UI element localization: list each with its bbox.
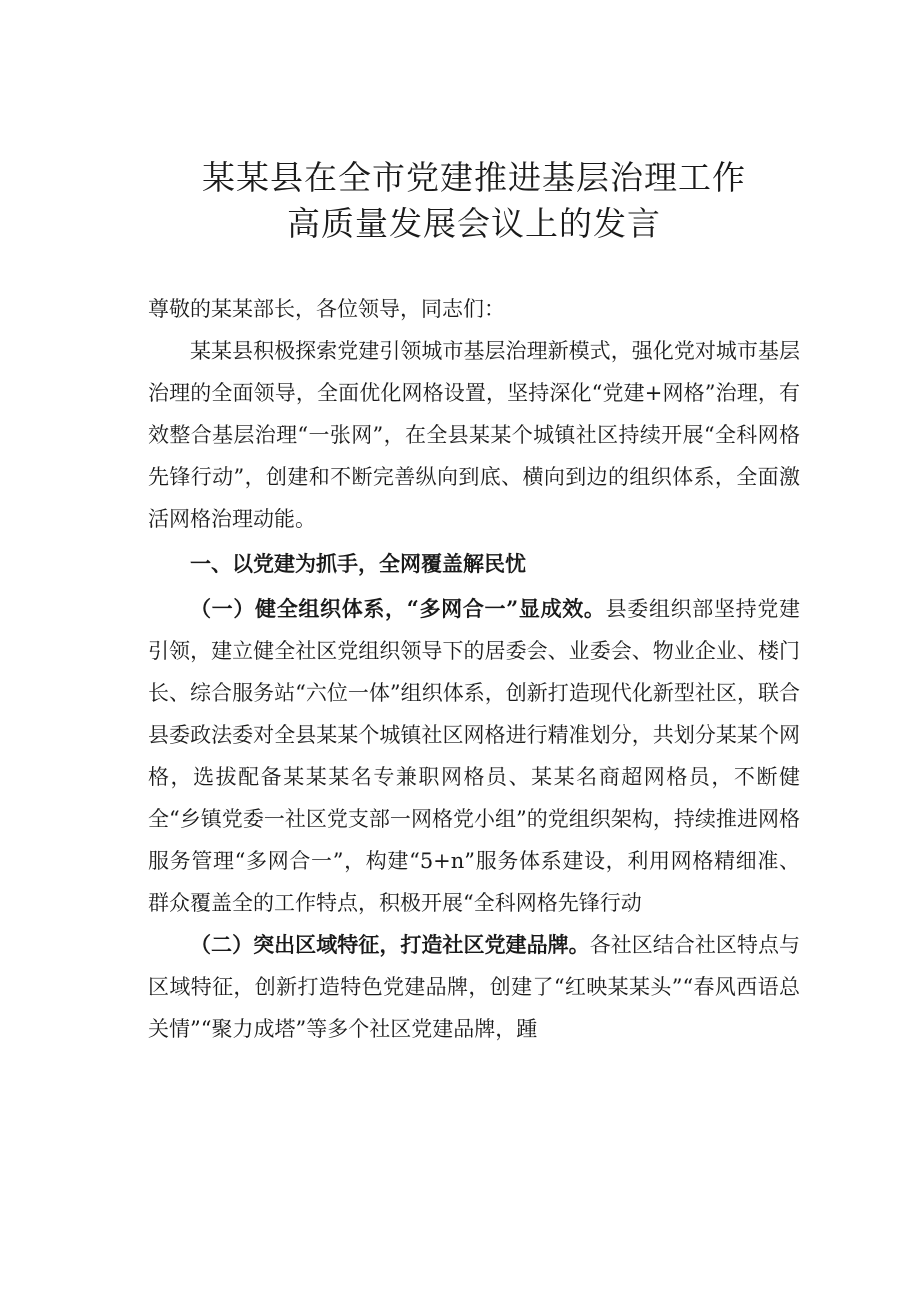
subsection-text-1: 县委组织部坚持党建引领，建立健全社区党组织领导下的居委会、业委会、物业企业、楼门长、综合服务站“六位一体”组织体系，创新打造现代化新型社区，联合县委政法委对全县某某个城镇社区网格进行精准划分，共划分某某个网格，选拔配备某某某名专兼职网格员、某某名商超网格员，不断健全“乡镇党委一社区党支部一网格党小组”的党组织架构，持续推进网格服务管理“多网合一”，构建“5+n”服务体系建设，利用网格精细准、群众覆盖全的工作特点，积极开展“全科网格先锋行动 bbox=[148, 597, 800, 915]
subsection-lead-1: （一）健全组织体系，“多网合一”显成效。 bbox=[190, 596, 606, 621]
subsection-paragraph-1 bbox=[148, 588, 800, 924]
document-page bbox=[148, 0, 800, 1301]
subsection-lead-2: （二）突出区域特征，打造社区党建品牌。 bbox=[190, 932, 590, 957]
subsection-paragraph-2 bbox=[148, 924, 800, 1050]
intro-paragraph: 某某县积极探索党建引领城市基层治理新模式，强化党对城市基层治理的全面领导，全面优化网格设置，坚持深化“党建+网格”治理，有效整合基层治理“一张网”，在全县某某个城镇社区持续开展“全科网格先锋行动”，创建和不断完善纵向到底、横向到边的组织体系，全面激活网格治理动能。 bbox=[148, 339, 800, 531]
subsection-text-2: 各社区结合社区特点与区域特征，创新打造特色党建品牌，创建了“红映某某头”“春风西语总关情”“聚力成塔”等多个社区党建品牌，踵 bbox=[148, 933, 801, 1041]
salutation: 尊敬的某某部长，各位领导，同志们： bbox=[148, 297, 505, 321]
document-body bbox=[148, 288, 800, 1050]
section-heading-1: 一、以党建为抓手，全网覆盖解民忧 bbox=[190, 552, 526, 576]
title-line-2: 高质量发展会议上的发言 bbox=[287, 204, 661, 243]
title-line-1: 某某县在全市党建推进基层治理工作 bbox=[202, 158, 746, 197]
document-title bbox=[148, 155, 800, 247]
